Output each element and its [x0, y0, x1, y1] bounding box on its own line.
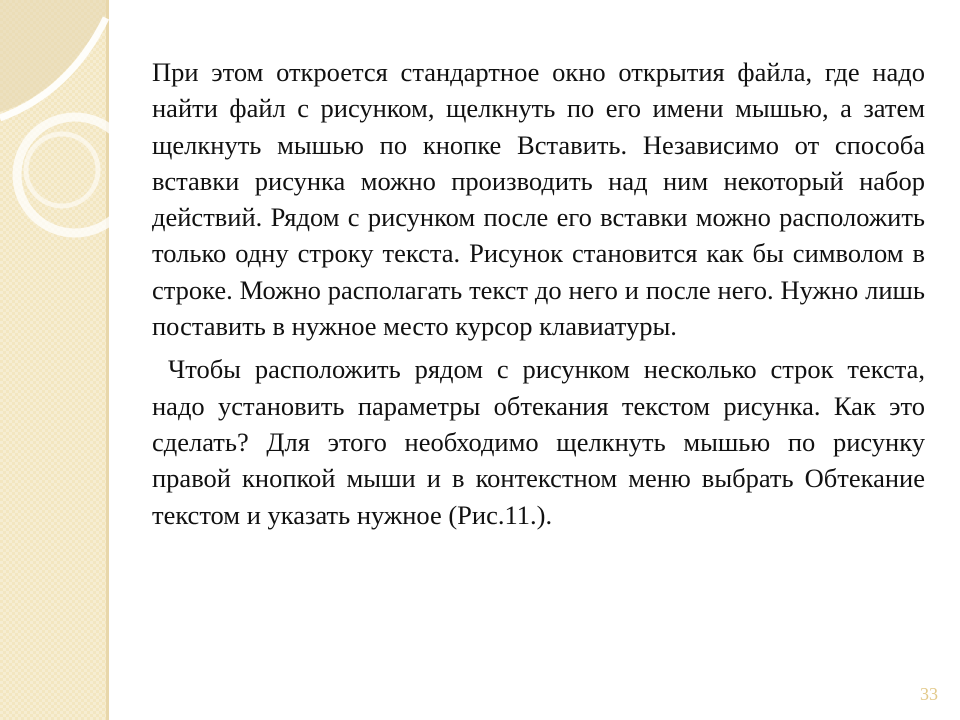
decorative-rings [0, 0, 140, 300]
slide-body-text [152, 54, 925, 533]
paragraph-2: Чтобы расположить рядом с рисунком несколько строк текста, надо установить параметры обтекания текстом рисунка. Как это сделать? Для этого необходимо щелкнуть мышью по рисунку правой кнопкой мыши и в контекстном меню выбрать Обтекание текстом и указать нужное (Рис.11.). [152, 354, 925, 530]
small-ring [26, 134, 98, 206]
paragraph-1: При этом откроется стандартное окно открытия файла, где надо найти файл с рисунком, щелкнуть по его имени мышью, а затем щелкнуть мышью по кнопке Вставить. Независимо от способа вставки рисунка можно производить над ним некоторый набор действий. Рядом с рисунком после его вставки можно расположить только одну строку текста. Рисунок становится как бы символом в строке. Можно располагать текст до него и после него. Нужно лишь поставить в нужное место курсор клавиатуры. [152, 57, 925, 342]
top-wedge-shape [0, 0, 106, 112]
page-number: 33 [920, 684, 938, 704]
